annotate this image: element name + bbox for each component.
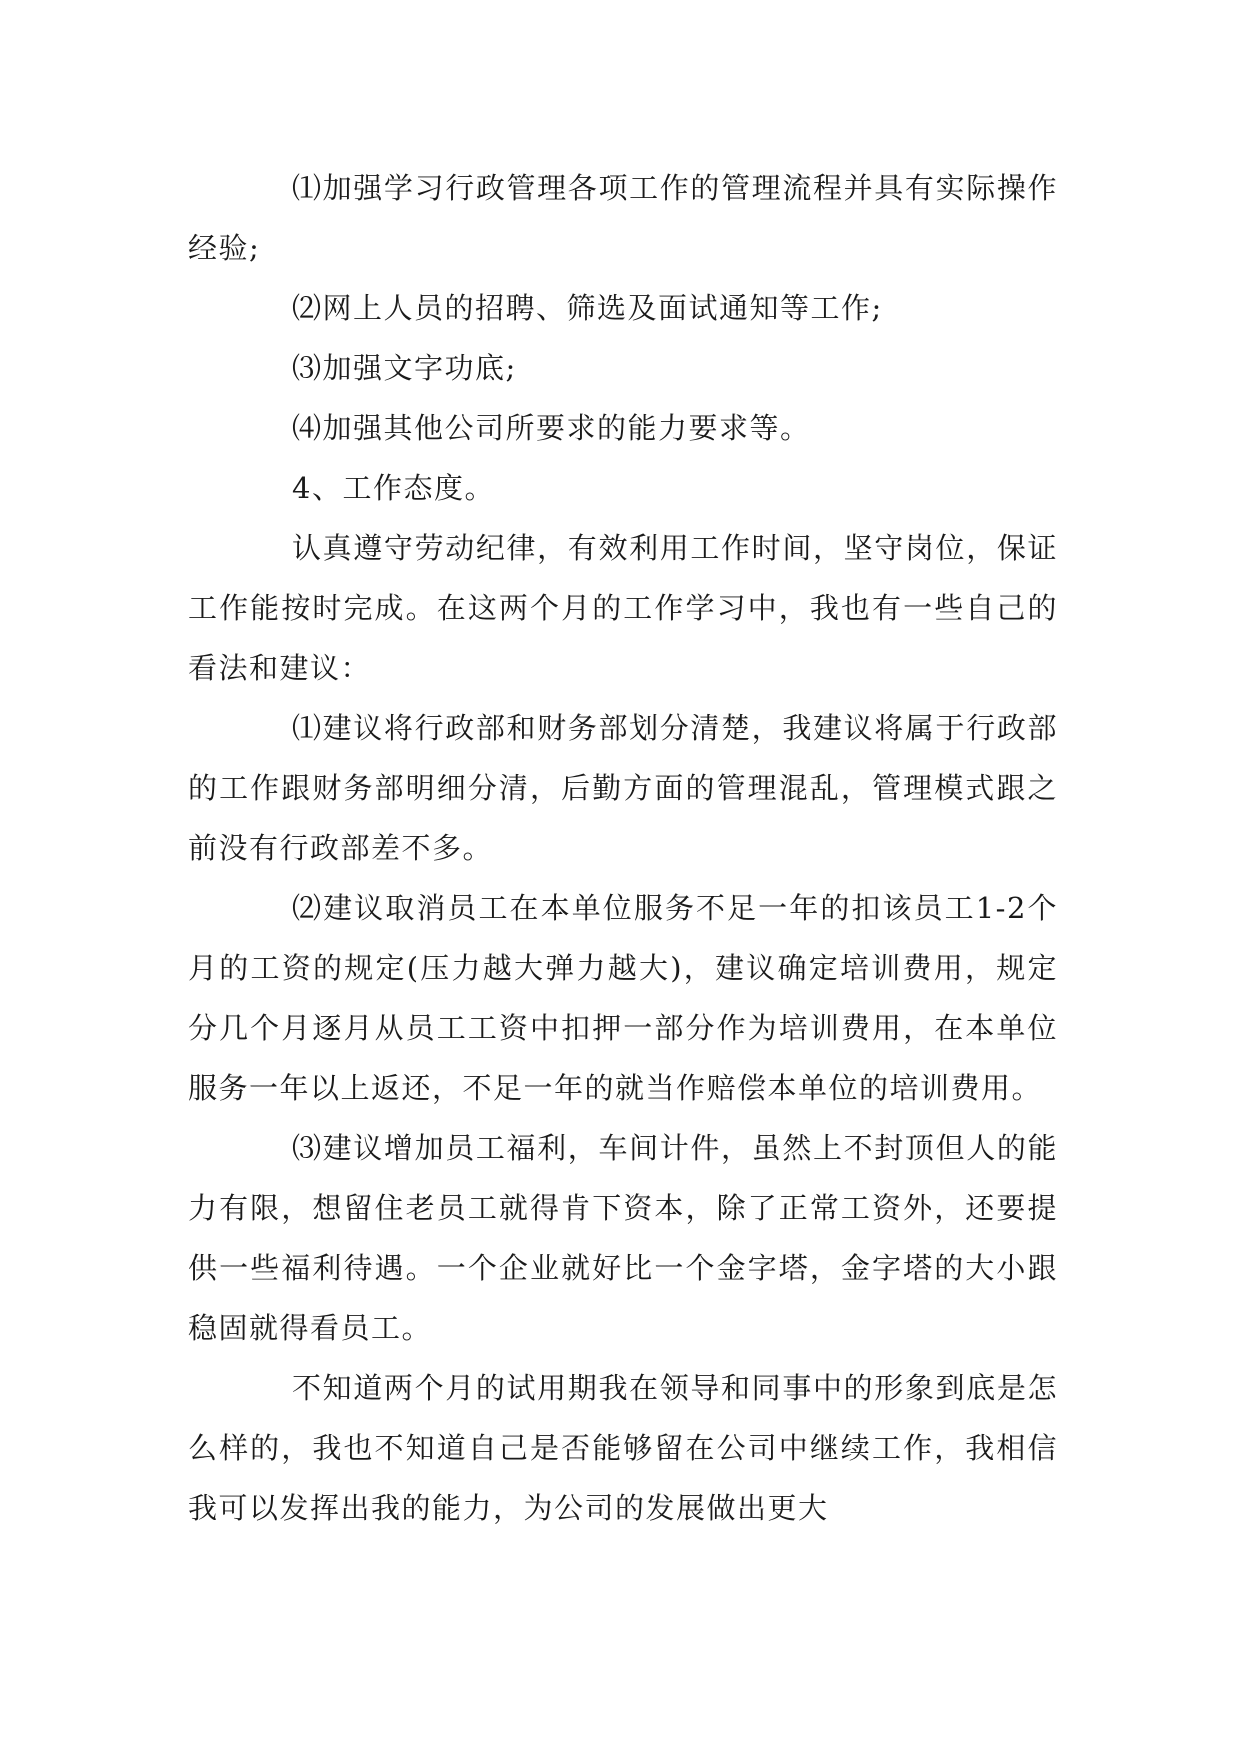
suggestion-item-training-fee: ⑵建议取消员工在本单位服务不足一年的扣该员工1-2个月的工资的规定(压力越大弹力越大)，建议确定培训费用，规定分几个月逐月从员工工资中扣押一部分作为培训费用，在本单位服务一年以上返还，不足一年的就当作赔偿本单位的培训费用。: [188, 891, 1058, 1105]
list-item-recruitment: ⑵网上人员的招聘、筛选及面试通知等工作;: [292, 291, 883, 325]
suggestion-item-employee-welfare: ⑶建议增加员工福利，车间计件，虽然上不封顶但人的能力有限，想留住老员工就得肯下资本，除了正常工资外，还要提供一些福利待遇。一个企业就好比一个金字塔，金字塔的大小跟稳固就得看员工。: [188, 1131, 1058, 1345]
section-heading-work-attitude: 4、工作态度。: [292, 471, 495, 505]
list-item-study-management: ⑴加强学习行政管理各项工作的管理流程并具有实际操作经验;: [188, 171, 1058, 265]
paragraph-conclusion: 不知道两个月的试用期我在领导和同事中的形象到底是怎么样的，我也不知道自己是否能够留在公司中继续工作，我相信我可以发挥出我的能力，为公司的发展做出更大: [188, 1371, 1058, 1525]
paragraph-work-attitude: 认真遵守劳动纪律，有效利用工作时间，坚守岗位，保证工作能按时完成。在这两个月的工作学习中，我也有一些自己的看法和建议：: [188, 531, 1058, 685]
suggestion-item-department-split: ⑴建议将行政部和财务部划分清楚，我建议将属于行政部的工作跟财务部明细分清，后勤方面的管理混乱，管理模式跟之前没有行政部差不多。: [188, 711, 1058, 865]
list-item-other-abilities: ⑷加强其他公司所要求的能力要求等。: [292, 411, 811, 445]
document-body: [188, 158, 1058, 1538]
list-item-writing-skills: ⑶加强文字功底;: [292, 351, 517, 385]
